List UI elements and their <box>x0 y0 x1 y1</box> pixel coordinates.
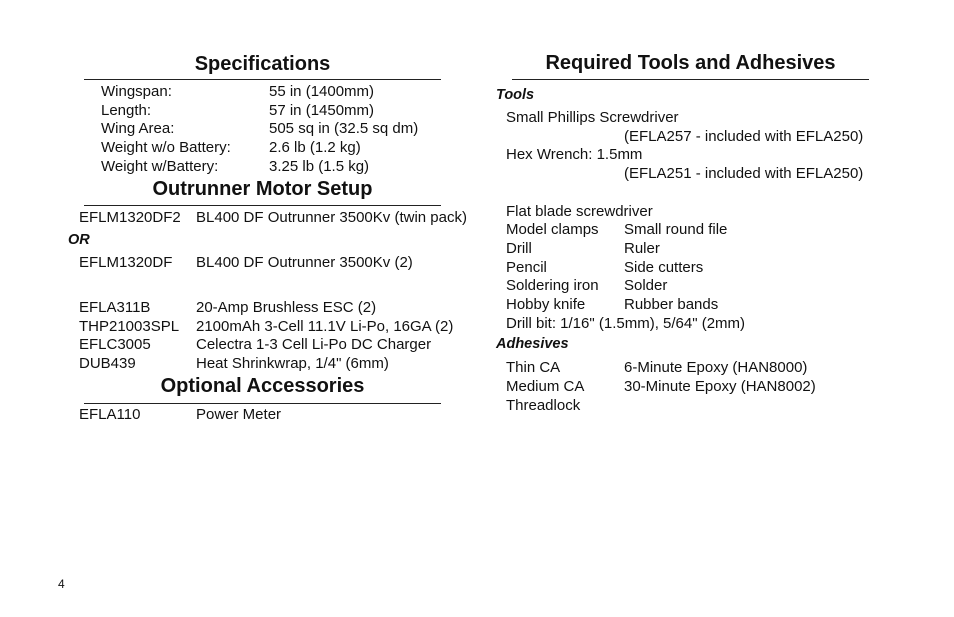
optional-accessories-rule <box>84 403 441 404</box>
adhesive-left: Thin CA <box>506 359 561 376</box>
part-code-charger: EFLC3005 <box>79 336 151 353</box>
or-label: OR <box>68 232 90 248</box>
page-number: 4 <box>58 577 65 591</box>
spec-label-wing-area: Wing Area: <box>101 120 175 137</box>
motor-setup-rule <box>84 205 441 206</box>
tools-heading: Required Tools and Adhesives <box>545 52 836 74</box>
specifications-rule <box>84 79 441 80</box>
adhesive-left: Medium CA <box>506 378 585 395</box>
tool-left: Model clamps <box>506 221 599 238</box>
motor-desc-2: BL400 DF Outrunner 3500Kv (2) <box>196 254 413 271</box>
adhesive-right: 6-Minute Epoxy (HAN8000) <box>624 359 808 376</box>
motor-code-1: EFLM1320DF2 <box>79 209 181 226</box>
motor-setup-heading: Outrunner Motor Setup <box>152 178 373 200</box>
tool-left: Drill <box>506 240 532 257</box>
motor-desc-1: BL400 DF Outrunner 3500Kv (twin pack) <box>196 209 467 226</box>
spec-value-length: 57 in (1450mm) <box>269 102 375 119</box>
spec-value-weight-battery: 3.25 lb (1.5 kg) <box>269 158 370 175</box>
tool-right: Side cutters <box>624 259 704 276</box>
part-code-esc: EFLA311B <box>79 299 151 316</box>
optional-code: EFLA110 <box>79 406 141 423</box>
part-code-battery: THP21003SPL <box>79 318 180 335</box>
part-desc-esc: 20-Amp Brushless ESC (2) <box>196 299 377 316</box>
spec-label-length: Length: <box>101 102 152 119</box>
adhesives-subheading: Adhesives <box>496 336 569 352</box>
part-desc-charger: Celectra 1-3 Cell Li-Po DC Charger <box>196 336 432 353</box>
tool-hex-note: (EFLA251 - included with EFLA250) <box>624 165 864 182</box>
part-desc-battery: 2100mAh 3-Cell 11.1V Li-Po, 16GA (2) <box>196 318 454 335</box>
spec-label-wingspan: Wingspan: <box>101 83 172 100</box>
spec-label-weight-battery: Weight w/Battery: <box>101 158 219 175</box>
tools-subheading: Tools <box>496 87 535 103</box>
motor-code-2: EFLM1320DF <box>79 254 173 271</box>
tool-right: Rubber bands <box>624 296 719 313</box>
spec-value-wing-area: 505 sq in (32.5 sq dm) <box>269 120 419 137</box>
part-code-shrinkwrap: DUB439 <box>79 355 136 372</box>
specifications-heading: Specifications <box>194 53 331 75</box>
spec-label-weight-no-battery: Weight w/o Battery: <box>101 139 231 156</box>
tools-rule <box>512 79 869 80</box>
tool-flat-screwdriver: Flat blade screwdriver <box>506 203 653 220</box>
tool-right: Ruler <box>624 240 660 257</box>
tool-phillips-screwdriver: Small Phillips Screwdriver <box>506 109 679 126</box>
tool-left: Hobby knife <box>506 296 586 313</box>
adhesive-right: 30-Minute Epoxy (HAN8002) <box>624 378 816 395</box>
part-desc-shrinkwrap: Heat Shrinkwrap, 1/4" (6mm) <box>196 355 389 372</box>
adhesive-threadlock: Threadlock <box>506 397 581 414</box>
tool-right: Small round file <box>624 221 728 238</box>
spec-value-wingspan: 55 in (1400mm) <box>269 83 375 100</box>
tool-hex-wrench: Hex Wrench: 1.5mm <box>506 146 643 163</box>
tool-phillips-note: (EFLA257 - included with EFLA250) <box>624 128 864 145</box>
optional-accessories-heading: Optional Accessories <box>160 375 365 397</box>
spec-value-weight-no-battery: 2.6 lb (1.2 kg) <box>269 139 361 156</box>
tool-left: Soldering iron <box>506 277 599 294</box>
tool-drill-bit: Drill bit: 1/16" (1.5mm), 5/64" (2mm) <box>506 315 746 332</box>
tool-right: Solder <box>624 277 668 294</box>
optional-desc: Power Meter <box>196 406 282 423</box>
tool-left: Pencil <box>506 259 547 276</box>
